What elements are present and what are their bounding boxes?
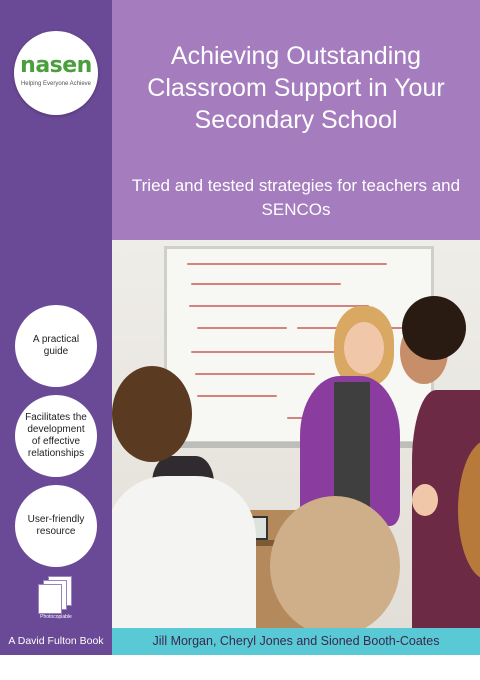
left-sidebar xyxy=(0,0,112,628)
badge-practical-guide: A practical guide xyxy=(15,305,97,387)
authors-bar xyxy=(112,628,480,655)
badge-user-friendly: User-friendly resource xyxy=(15,485,97,567)
nasen-logo xyxy=(14,31,98,115)
logo-wordmark: nasen xyxy=(20,53,92,78)
authors-text: Jill Morgan, Cheryl Jones and Sioned Booth-Coates xyxy=(152,634,440,648)
logo-tagline: Helping Everyone Achieve xyxy=(20,81,92,87)
photocopiable-label: Photocopiable xyxy=(40,614,72,620)
book-subtitle: Tried and tested strategies for teachers and SENCOs xyxy=(131,176,461,219)
publisher-label: A David Fulton Book xyxy=(8,635,104,647)
badge-relationships: Facilitates the development of effective relationships xyxy=(15,395,97,477)
photocopiable-icon xyxy=(38,576,74,620)
cover-photo xyxy=(112,240,480,628)
book-title: Achieving Outstanding Classroom Support in Your Secondary School xyxy=(147,42,445,134)
title-panel xyxy=(112,0,480,240)
